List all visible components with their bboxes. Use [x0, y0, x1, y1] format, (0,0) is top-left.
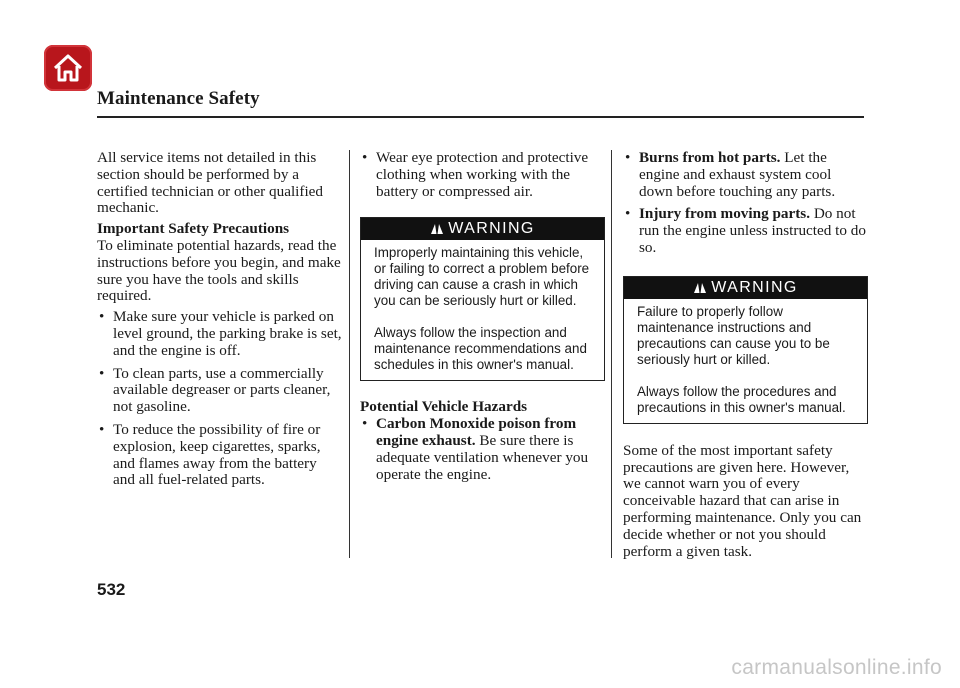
list-item: [623, 206, 868, 256]
warning-label: WARNING: [448, 220, 535, 238]
warning-text: Failure to properly follow maintenance instructions and precautions can cause you to be seriously hurt or killed.: [637, 303, 830, 367]
list-item: • To reduce the possibility of fire or explosion, keep cigarettes, sparks, and flames away from the battery and all fuel-related parts.: [97, 422, 342, 489]
home-button[interactable]: [44, 45, 92, 91]
column-3: [623, 150, 868, 560]
hazard-text: Let the engine and exhaust system cool down before touching any parts.: [639, 149, 836, 200]
warning-header: [361, 218, 604, 240]
column-1: [97, 150, 342, 489]
intro-paragraph: All service items not detailed in this section should be performed by a certified technician or other qualified mechanic.: [97, 149, 324, 217]
column-divider: [611, 150, 612, 558]
warning-text: Always follow the inspection and maintenance recommendations and schedules in this owner's manual.: [374, 325, 587, 373]
warning-icon: [693, 282, 707, 294]
hazard-title: Injury from moving parts.: [639, 205, 811, 223]
closing-paragraph: Some of the most important safety precautions are given here. However, we cannot warn you of every conceivable hazard that can arise in performing maintenance. Only you can decide whether or not you should perform a given task.: [623, 441, 862, 560]
list-item: • Make sure your vehicle is parked on level ground, the parking brake is set, and the engine is off.: [97, 309, 342, 359]
warning-text: Always follow the procedures and precautions in this owner's manual.: [637, 383, 846, 415]
hazard-text: Do not run the engine unless instructed to do so.: [639, 205, 866, 256]
list-item: • To clean parts, use a commercially available degreaser or parts cleaner, not gasoline.: [97, 366, 342, 416]
section-heading: Potential Vehicle Hazards: [360, 398, 528, 416]
hazard-title: Carbon Monoxide poison from engine exhaust.: [376, 415, 577, 449]
list-item: [623, 150, 868, 200]
page-number: 532: [97, 580, 126, 599]
page-title: Maintenance Safety: [97, 88, 260, 109]
title-divider: [97, 116, 864, 118]
section-heading: Important Safety Precautions: [97, 220, 290, 238]
list-item: • Wear eye protection and protective clothing when working with the battery or compressed air.: [360, 150, 605, 200]
hazard-title: Burns from hot parts.: [639, 149, 781, 166]
warning-label: WARNING: [711, 278, 798, 296]
hazard-text: Be sure there is adequate ventilation whenever you operate the engine.: [376, 431, 589, 483]
list-item: [360, 416, 605, 483]
column-2: [360, 150, 605, 483]
home-icon: [52, 53, 84, 83]
warning-header: [624, 277, 867, 299]
warning-icon: [430, 223, 444, 235]
warning-box: [360, 217, 605, 381]
lead-paragraph: To eliminate potential hazards, read the instructions before you begin, and make sure you have the tools and skills required.: [97, 236, 341, 305]
watermark: carmanualsonline.info: [731, 656, 942, 679]
warning-text: Improperly maintaining this vehicle, or failing to correct a problem before driving can cause a crash in which you can be seriously hurt or killed.: [374, 245, 590, 309]
warning-box: [623, 276, 868, 424]
column-divider: [349, 150, 350, 558]
